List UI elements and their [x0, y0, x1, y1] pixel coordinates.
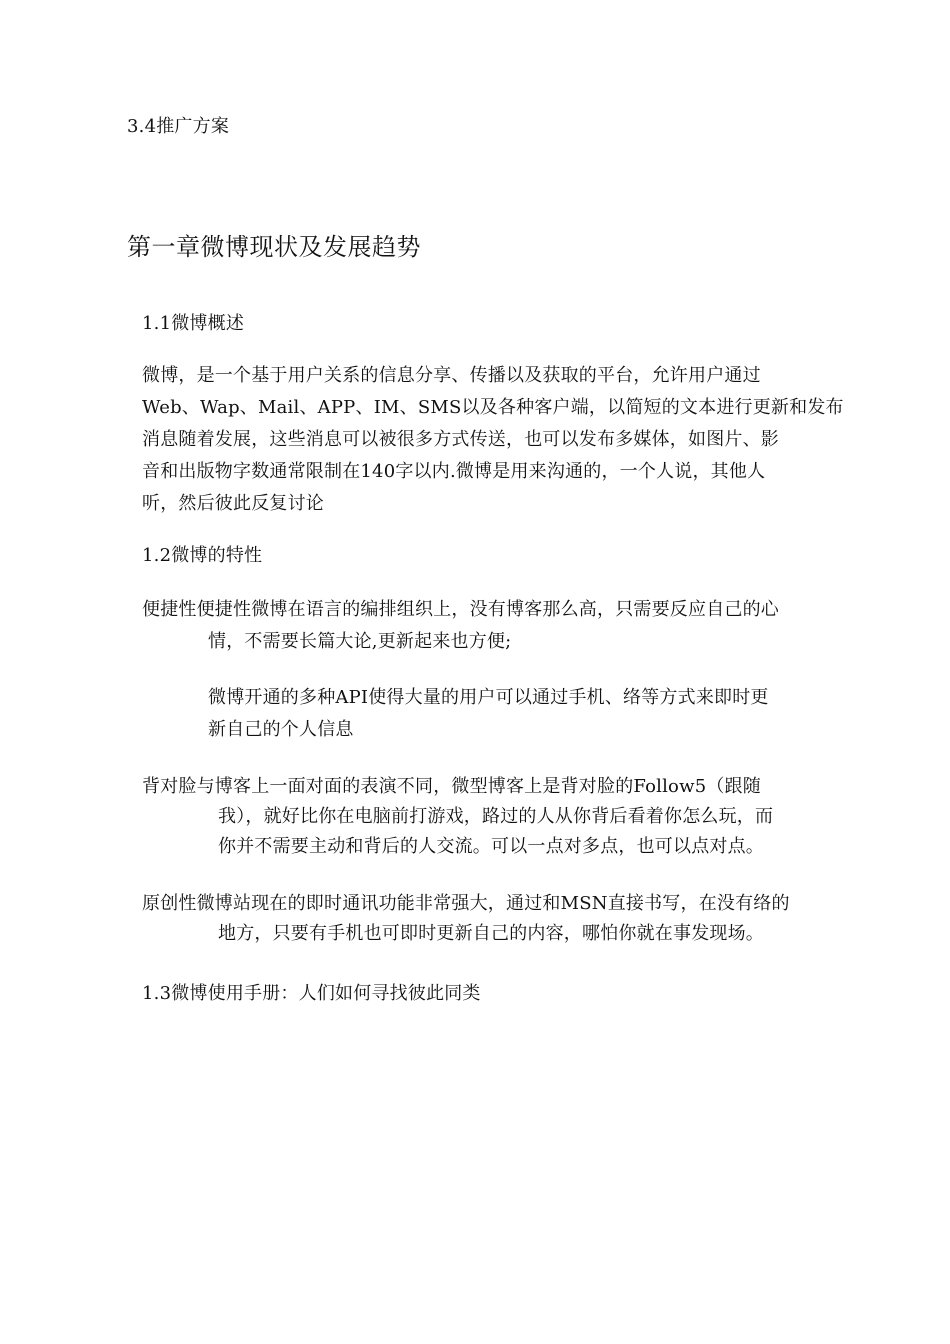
feature-item-line: 情，不需要长篇大论,更新起来也方便; — [208, 631, 512, 652]
feature-item-line: 便捷性便捷性微博在语言的编排组织上，没有博客那么高，只需要反应自己的心 — [142, 599, 779, 620]
section-heading-1-2: 1.2微博的特性 — [142, 545, 263, 566]
paragraph-line: 听，然后彼此反复讨论 — [142, 493, 324, 514]
feature-item-line: 你并不需要主动和背后的人交流。可以一点对多点，也可以点对点。 — [218, 836, 764, 857]
section-heading-1-3: 1.3微博使用手册：人们如何寻找彼此同类 — [142, 983, 481, 1004]
paragraph-line: 消息随着发展，这些消息可以被很多方式传送，也可以发布多媒体，如图片、影 — [142, 429, 779, 450]
feature-item-line: 我），就好比你在电脑前打游戏，路过的人从你背后看着你怎么玩，而 — [218, 806, 774, 827]
feature-item-line: 原创性微博站现在的即时通讯功能非常强大，通过和MSN直接书写，在没有络的 — [142, 893, 790, 914]
toc-entry-3-4: 3.4推广方案 — [127, 116, 230, 137]
paragraph-line: Web、Wap、Mail、APP、IM、SMS以及各种客户端，以简短的文本进行更新和发布 — [142, 397, 844, 418]
section-heading-1-1: 1.1微博概述 — [142, 313, 245, 334]
feature-item-line: 微博开通的多种API使得大量的用户可以通过手机、络等方式来即时更 — [208, 687, 769, 708]
feature-item-line: 地方，只要有手机也可即时更新自己的内容，哪怕你就在事发现场。 — [218, 923, 764, 944]
paragraph-line: 微博，是一个基于用户关系的信息分享、传播以及获取的平台，允许用户通过 — [142, 365, 761, 386]
feature-item-line: 新自己的个人信息 — [208, 719, 354, 740]
paragraph-line: 音和出版物字数通常限制在140字以内.微博是用来沟通的，一个人说，其他人 — [142, 461, 766, 482]
feature-item-line: 背对脸与博客上一面对面的表演不同，微型博客上是背对脸的Follow5（跟随 — [142, 776, 761, 797]
chapter-title: 第一章微博现状及发展趋势 — [127, 233, 421, 261]
